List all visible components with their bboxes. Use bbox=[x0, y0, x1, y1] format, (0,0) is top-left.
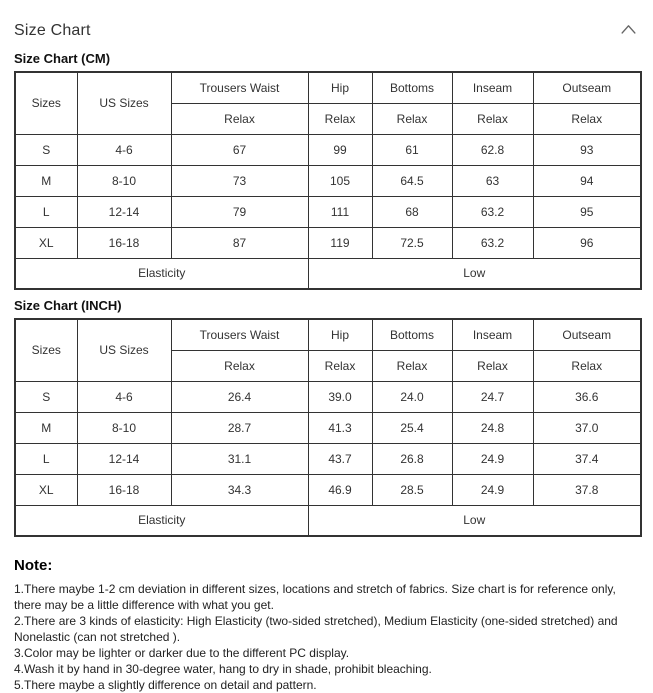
table-row bbox=[15, 505, 641, 536]
note-item-5: 5.There maybe a slightly difference on detail and pattern. bbox=[14, 678, 317, 692]
header-cell-bottoms: Bottoms bbox=[372, 319, 452, 350]
subheader-cell-relax: Relax bbox=[533, 103, 641, 134]
subheader-cell-relax: Relax bbox=[452, 103, 533, 134]
size-cell: S bbox=[15, 381, 77, 412]
value-cell: 37.8 bbox=[533, 474, 641, 505]
header-cell-outseam: Outseam bbox=[533, 72, 641, 103]
value-cell: 119 bbox=[308, 227, 372, 258]
subheader-cell-relax: Relax bbox=[533, 350, 641, 381]
value-cell: 24.9 bbox=[452, 443, 533, 474]
note-item-3: 3.Color may be lighter or darker due to the different PC display. bbox=[14, 646, 350, 660]
subheader-cell-relax: Relax bbox=[308, 350, 372, 381]
value-cell: 46.9 bbox=[308, 474, 372, 505]
header-cell-sizes: Sizes bbox=[15, 72, 77, 134]
table-row bbox=[15, 412, 641, 443]
table-row bbox=[15, 72, 641, 103]
note-section bbox=[14, 557, 640, 693]
value-cell: 62.8 bbox=[452, 134, 533, 165]
value-cell: 12-14 bbox=[77, 443, 171, 474]
header-cell-outseam: Outseam bbox=[533, 319, 641, 350]
size-table-inch bbox=[14, 318, 642, 537]
value-cell: 31.1 bbox=[171, 443, 308, 474]
value-cell: 73 bbox=[171, 165, 308, 196]
value-cell: 4-6 bbox=[77, 381, 171, 412]
value-cell: 28.7 bbox=[171, 412, 308, 443]
subheader-cell-relax: Relax bbox=[452, 350, 533, 381]
value-cell: 87 bbox=[171, 227, 308, 258]
value-cell: 24.7 bbox=[452, 381, 533, 412]
header-cell-trousers-waist: Trousers Waist bbox=[171, 72, 308, 103]
size-cell: M bbox=[15, 412, 77, 443]
value-cell: 4-6 bbox=[77, 134, 171, 165]
value-cell: 26.8 bbox=[372, 443, 452, 474]
table-row bbox=[15, 165, 641, 196]
value-cell: 64.5 bbox=[372, 165, 452, 196]
value-cell: 8-10 bbox=[77, 412, 171, 443]
value-cell: 37.4 bbox=[533, 443, 641, 474]
value-cell: 24.9 bbox=[452, 474, 533, 505]
page-title: Size Chart bbox=[14, 21, 91, 39]
table-title-inch: Size Chart (INCH) bbox=[14, 298, 122, 313]
collapse-section-button[interactable] bbox=[617, 20, 640, 41]
size-cell: S bbox=[15, 134, 77, 165]
header-cell-inseam: Inseam bbox=[452, 72, 533, 103]
value-cell: 99 bbox=[308, 134, 372, 165]
value-cell: 67 bbox=[171, 134, 308, 165]
table-row bbox=[15, 381, 641, 412]
table-row bbox=[15, 443, 641, 474]
table-row bbox=[15, 258, 641, 289]
note-item-2: 2.There are 3 kinds of elasticity: High Elasticity (two-sided stretched), Medium Elasticity (one-sided stretched) and Nonelastic (can not stretched ). bbox=[14, 614, 618, 644]
subheader-cell-relax: Relax bbox=[171, 350, 308, 381]
elasticity-label-cell: Elasticity bbox=[15, 505, 308, 536]
value-cell: 36.6 bbox=[533, 381, 641, 412]
value-cell: 12-14 bbox=[77, 196, 171, 227]
header-cell-us-sizes: US Sizes bbox=[77, 72, 171, 134]
size-cell: L bbox=[15, 443, 77, 474]
value-cell: 94 bbox=[533, 165, 641, 196]
table-row bbox=[15, 134, 641, 165]
value-cell: 79 bbox=[171, 196, 308, 227]
value-cell: 63.2 bbox=[452, 227, 533, 258]
header-cell-hip: Hip bbox=[308, 72, 372, 103]
value-cell: 96 bbox=[533, 227, 641, 258]
size-chart-header bbox=[14, 20, 640, 41]
value-cell: 72.5 bbox=[372, 227, 452, 258]
value-cell: 37.0 bbox=[533, 412, 641, 443]
value-cell: 26.4 bbox=[171, 381, 308, 412]
value-cell: 16-18 bbox=[77, 474, 171, 505]
subheader-cell-relax: Relax bbox=[372, 103, 452, 134]
table-title-cm: Size Chart (CM) bbox=[14, 51, 111, 66]
header-cell-us-sizes: US Sizes bbox=[77, 319, 171, 381]
value-cell: 39.0 bbox=[308, 381, 372, 412]
value-cell: 63 bbox=[452, 165, 533, 196]
header-cell-inseam: Inseam bbox=[452, 319, 533, 350]
value-cell: 24.0 bbox=[372, 381, 452, 412]
size-cell: M bbox=[15, 165, 77, 196]
value-cell: 95 bbox=[533, 196, 641, 227]
table-row bbox=[15, 196, 641, 227]
value-cell: 61 bbox=[372, 134, 452, 165]
chevron-up-icon bbox=[619, 22, 638, 39]
subheader-cell-relax: Relax bbox=[308, 103, 372, 134]
note-item-1: 1.There maybe 1-2 cm deviation in different sizes, locations and stretch of fabrics. Size chart is for reference only, there may be a little difference with what you get. bbox=[14, 582, 616, 612]
size-cell: L bbox=[15, 196, 77, 227]
value-cell: 34.3 bbox=[171, 474, 308, 505]
note-item-4: 4.Wash it by hand in 30-degree water, hang to dry in shade, prohibit bleaching. bbox=[14, 662, 432, 676]
table-row bbox=[15, 227, 641, 258]
value-cell: 43.7 bbox=[308, 443, 372, 474]
value-cell: 41.3 bbox=[308, 412, 372, 443]
header-cell-bottoms: Bottoms bbox=[372, 72, 452, 103]
value-cell: 28.5 bbox=[372, 474, 452, 505]
value-cell: 24.8 bbox=[452, 412, 533, 443]
size-table-cm bbox=[14, 71, 642, 290]
value-cell: 63.2 bbox=[452, 196, 533, 227]
value-cell: 25.4 bbox=[372, 412, 452, 443]
subheader-cell-relax: Relax bbox=[372, 350, 452, 381]
header-cell-sizes: Sizes bbox=[15, 319, 77, 381]
value-cell: 111 bbox=[308, 196, 372, 227]
value-cell: 8-10 bbox=[77, 165, 171, 196]
table-row bbox=[15, 319, 641, 350]
note-heading: Note: bbox=[14, 557, 53, 574]
size-cell: XL bbox=[15, 474, 77, 505]
value-cell: 68 bbox=[372, 196, 452, 227]
table-row bbox=[15, 474, 641, 505]
value-cell: 93 bbox=[533, 134, 641, 165]
value-cell: 16-18 bbox=[77, 227, 171, 258]
elasticity-label-cell: Elasticity bbox=[15, 258, 308, 289]
subheader-cell-relax: Relax bbox=[171, 103, 308, 134]
header-cell-trousers-waist: Trousers Waist bbox=[171, 319, 308, 350]
header-cell-hip: Hip bbox=[308, 319, 372, 350]
elasticity-value-cell: Low bbox=[308, 505, 641, 536]
size-cell: XL bbox=[15, 227, 77, 258]
value-cell: 105 bbox=[308, 165, 372, 196]
elasticity-value-cell: Low bbox=[308, 258, 641, 289]
